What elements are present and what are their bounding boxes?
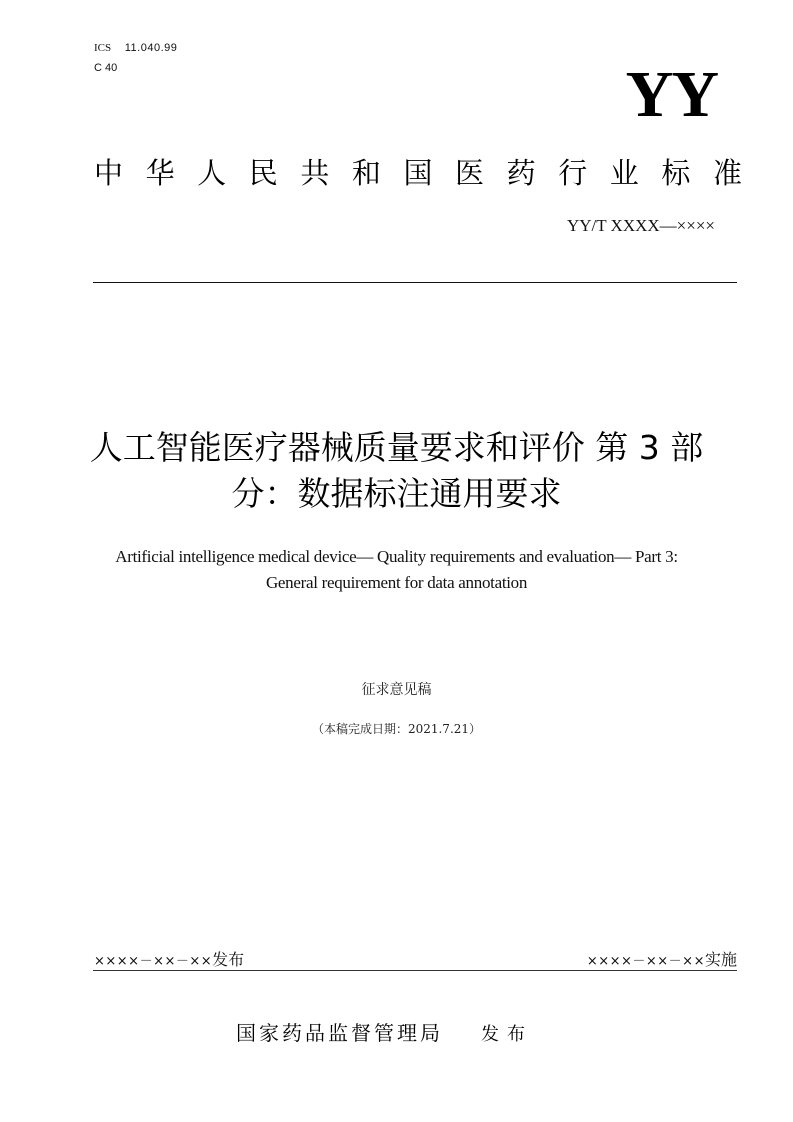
banner-char: 中 [94,156,124,190]
banner-char: 药 [506,156,536,190]
issuer-line [236,1018,533,1050]
ics-line [94,38,177,58]
title-en-line-1: Artificial intelligence medical device— Quality requirements and evaluation— Part 3: [115,547,678,566]
implement-date-placeholder: ××××－××－×× [586,954,705,969]
standard-banner [94,153,742,193]
ics-label: ICS [94,42,112,54]
ccs-code: C 40 [94,62,118,74]
publish-date-placeholder: ××××－××－×× [94,954,213,969]
banner-char: 准 [712,156,742,190]
implement-label: 实施 [704,950,737,969]
classification-block [94,38,177,78]
title-english [40,544,753,596]
header-divider [93,282,737,283]
banner-char: 华 [145,156,175,190]
title-chinese [60,425,733,517]
banner-char: 共 [300,156,330,190]
footer-divider [93,970,737,971]
yy-logo: YY [625,58,717,131]
banner-char: 民 [248,156,278,190]
draft-status-label: 征求意见稿 [361,682,432,698]
banner-char: 人 [197,156,227,190]
title-en-line-2: General requirement for data annotation [265,573,528,592]
banner-char: 国 [403,156,433,190]
issuing-organization: 国家药品监督管理局 [236,1021,443,1045]
ics-code: 11.040.99 [124,42,178,54]
title-zh-line-1: 人工智能医疗器械质量要求和评价 第 3 部 [89,428,704,467]
standard-number: YY/T XXXX—×××× [566,216,715,235]
banner-char: 业 [609,156,639,190]
title-zh-line-2: 分：数据标注通用要求 [231,474,562,513]
publish-label: 发布 [212,950,245,969]
banner-char: 标 [661,156,691,190]
issue-action: 发布 [481,1024,533,1045]
banner-char: 和 [351,156,381,190]
banner-char: 行 [558,156,588,190]
draft-completion-date: （本稿完成日期：2021.7.21） [311,722,482,736]
banner-char: 医 [455,156,485,190]
